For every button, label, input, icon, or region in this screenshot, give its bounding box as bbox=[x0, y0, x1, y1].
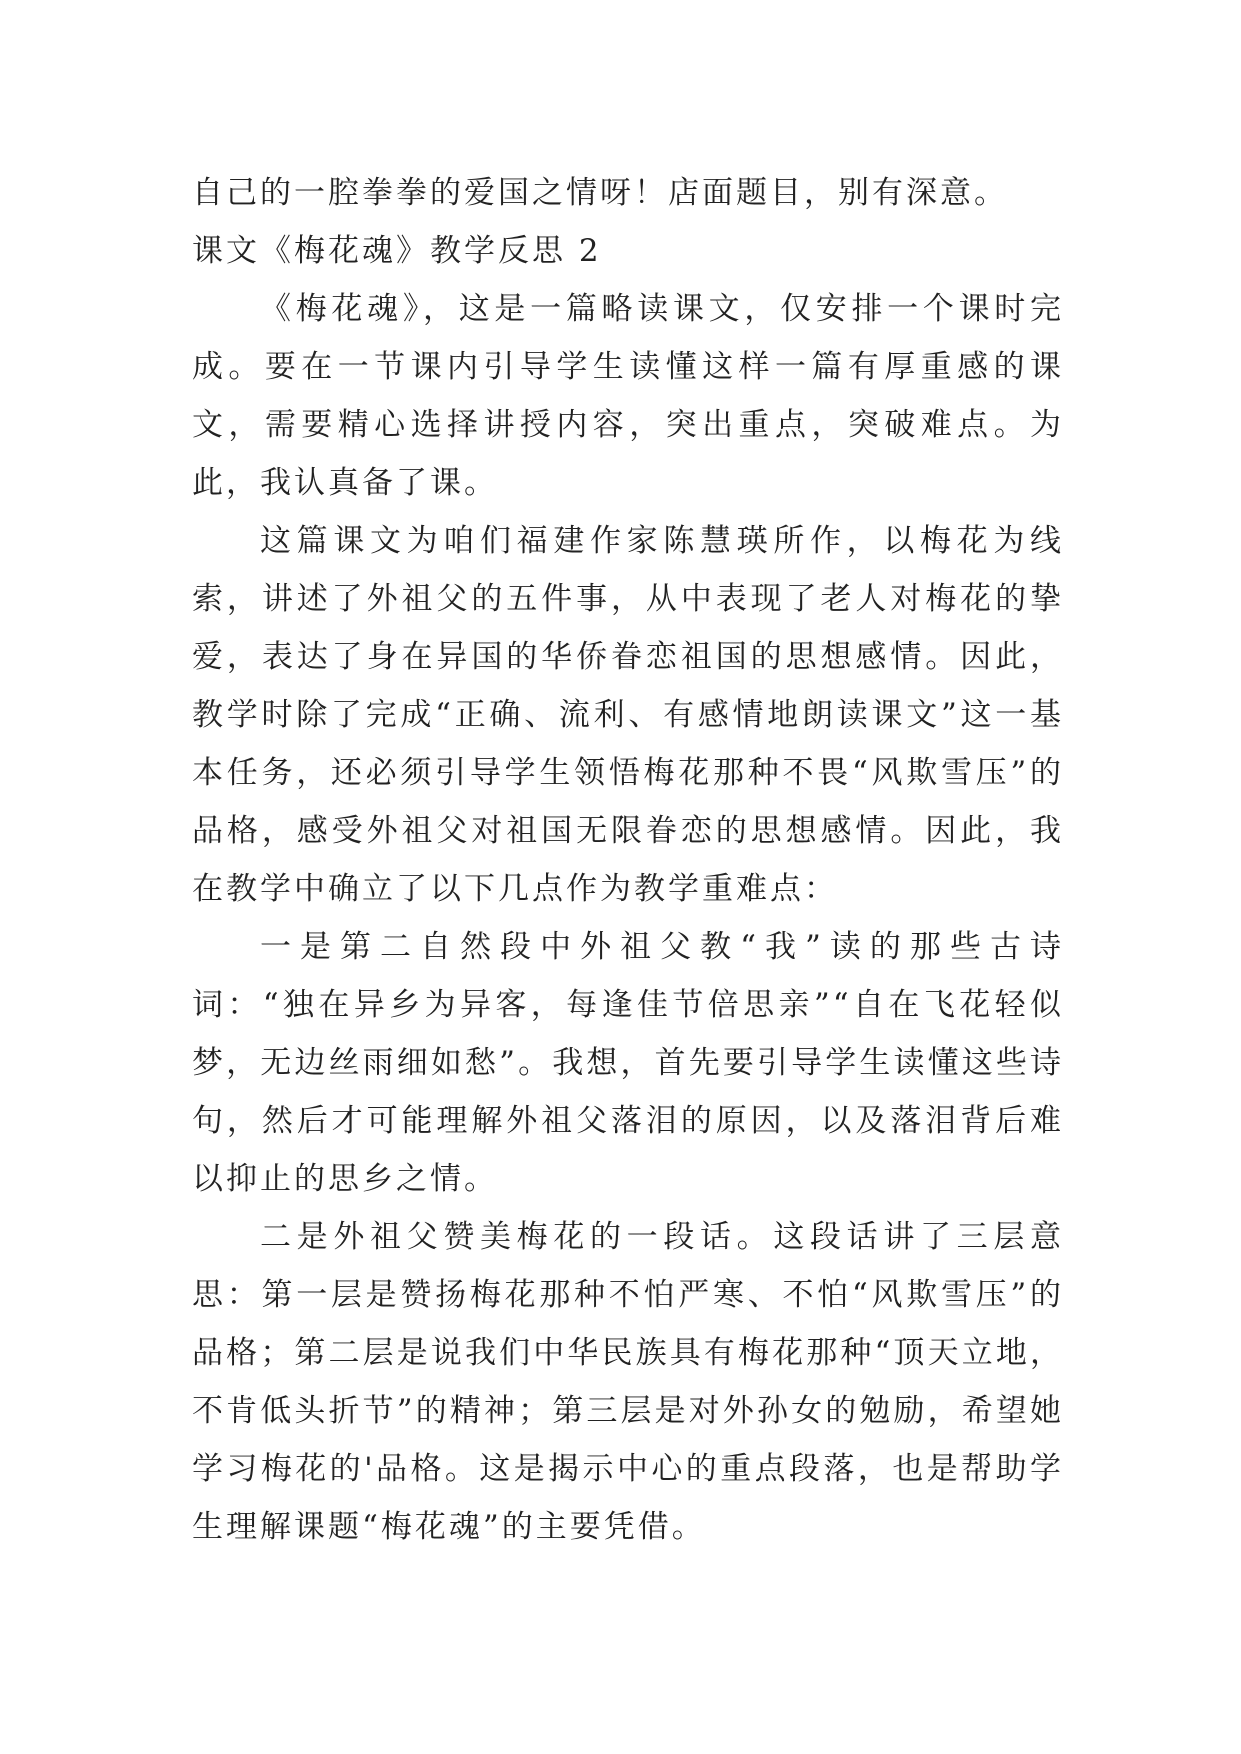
section-title: 课文《梅花魂》教学反思 2 bbox=[192, 233, 602, 269]
paragraph-1: 《梅花魂》，这是一篇略读课文，仅安排一个课时完成。要在一节课内引导学生读懂这样一篇有厚重感的课文，需要精心选择讲授内容，突出重点，突破难点。为此，我认真备了课。 bbox=[192, 291, 1064, 501]
paragraph-2: 这篇课文为咱们福建作家陈慧瑛所作，以梅花为线索，讲述了外祖父的五件事，从中表现了老人对梅花的挚爱，表达了身在异国的华侨眷恋祖国的思想感情。因此，教学时除了完成“正确、流利、有感情地朗读课文”这一基本任务，还必须引导学生领悟梅花那种不畏“风欺雪压”的品格，感受外祖父对祖国无限眷恋的思想感情。因此，我在教学中确立了以下几点作为教学重难点： bbox=[192, 523, 1064, 907]
document-body bbox=[192, 164, 1064, 1556]
continuation-line: 自己的一腔拳拳的爱国之情呀！店面题目，别有深意。 bbox=[192, 175, 1008, 211]
paragraph-4: 二是外祖父赞美梅花的一段话。这段话讲了三层意思：第一层是赞扬梅花那种不怕严寒、不怕“风欺雪压”的品格；第二层是说我们中华民族具有梅花那种“顶天立地，不肯低头折节”的精神；第三层是对外孙女的勉励，希望她学习梅花的'品格。这是揭示中心的重点段落，也是帮助学生理解课题“梅花魂”的主要凭借。 bbox=[192, 1219, 1064, 1545]
paragraph-3: 一是第二自然段中外祖父教“我”读的那些古诗词：“独在异乡为异客，每逢佳节倍思亲”“自在飞花轻似梦，无边丝雨细如愁”。我想，首先要引导学生读懂这些诗句，然后才可能理解外祖父落泪的原因，以及落泪背后难以抑止的思乡之情。 bbox=[192, 929, 1064, 1197]
